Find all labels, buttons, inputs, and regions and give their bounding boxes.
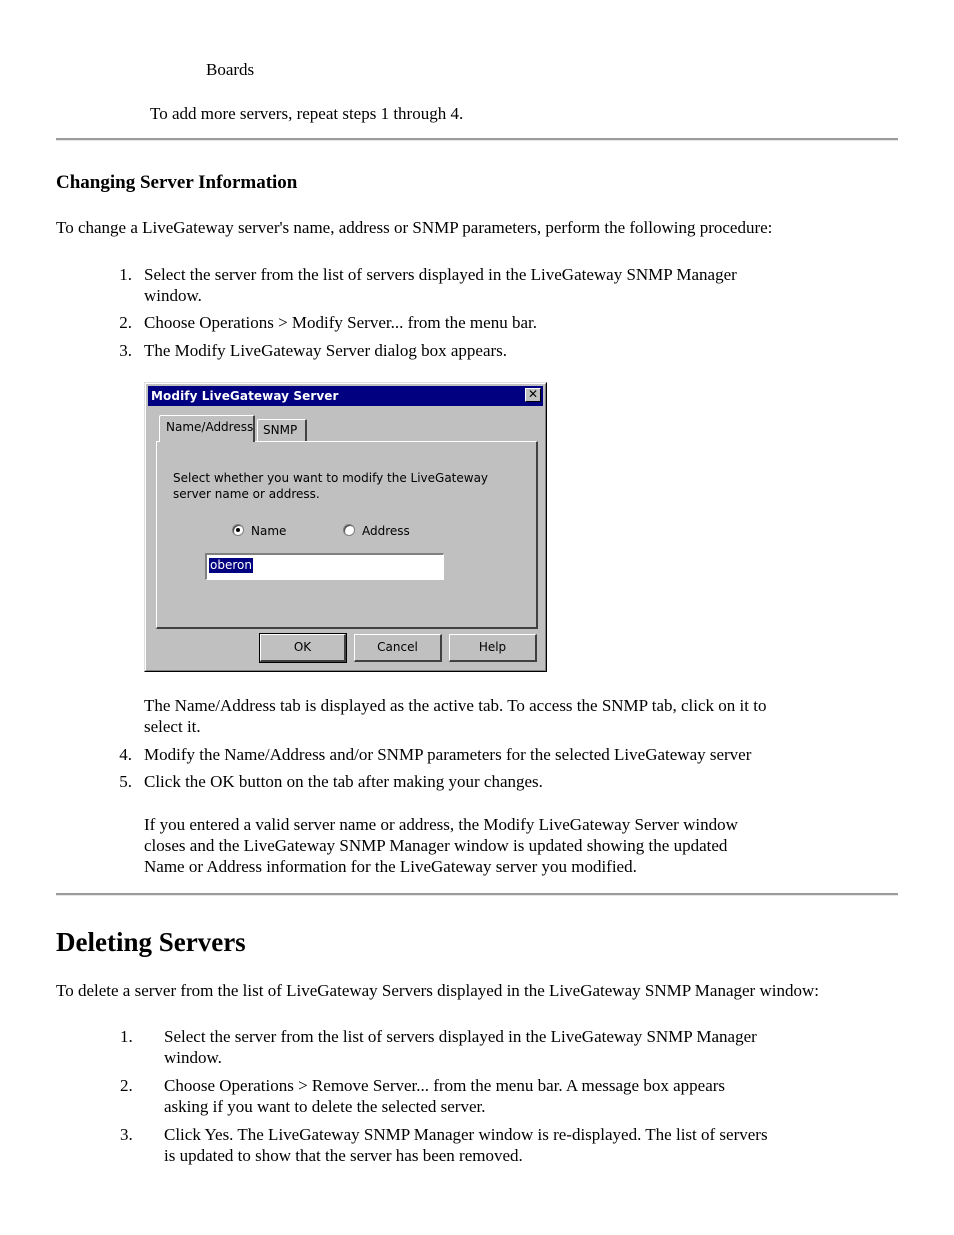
step-text: Choose Operations > Modify Server... from the menu bar. <box>144 313 537 332</box>
tab-snmp[interactable] <box>257 419 307 441</box>
step-text: is updated to show that the server has been removed. <box>164 1146 523 1165</box>
radio-name[interactable] <box>232 524 244 536</box>
radio-name-label[interactable]: Name <box>251 524 287 538</box>
section-heading-deleting: Deleting Servers <box>56 927 246 957</box>
name-input[interactable] <box>205 553 444 580</box>
step-number: 3. <box>120 1125 133 1144</box>
step-number: 2. <box>119 313 132 332</box>
close-icon[interactable]: ✕ <box>525 388 541 402</box>
radio-address-label[interactable]: Address <box>362 524 410 538</box>
step-text: window. <box>144 286 202 305</box>
step-text: Select the server from the list of servers displayed in the LiveGateway SNMP Manager <box>164 1027 757 1046</box>
closing-text: closes and the LiveGateway SNMP Manager window is updated showing the updated <box>144 836 728 855</box>
step-number: 1. <box>119 265 132 284</box>
radio-selected-dot <box>236 528 240 532</box>
step-number: 5. <box>119 772 132 791</box>
step-number: 1. <box>120 1027 133 1046</box>
boards-text: Boards <box>206 60 255 79</box>
section-heading-changing: Changing Server Information <box>56 172 298 193</box>
cancel-button[interactable]: Cancel <box>354 634 442 662</box>
radio-address[interactable] <box>343 524 355 536</box>
step-text: Select the server from the list of servers displayed in the LiveGateway SNMP Manager <box>144 265 737 284</box>
step-number: 3. <box>119 341 132 360</box>
divider <box>56 893 898 896</box>
dialog-title: Modify LiveGateway Server <box>151 389 339 403</box>
changing-intro: To change a LiveGateway server's name, address or SNMP parameters, perform the following procedure: <box>56 218 773 237</box>
tab-label: Name/Address <box>166 420 254 434</box>
help-button[interactable]: Help <box>449 634 537 662</box>
step-number: 4. <box>119 745 132 764</box>
step-text: window. <box>164 1048 222 1067</box>
divider <box>56 138 898 141</box>
repeat-steps-text: To add more servers, repeat steps 1 through 4. <box>150 104 464 123</box>
tab-label: SNMP <box>263 423 298 437</box>
closing-text: Name or Address information for the LiveGateway server you modified. <box>144 857 637 876</box>
step-number: 2. <box>120 1076 133 1095</box>
step-text: asking if you want to delete the selected server. <box>164 1097 486 1116</box>
name-input-value: oberon <box>210 558 252 572</box>
ok-button[interactable]: OK <box>260 634 346 662</box>
modify-server-dialog <box>144 382 547 672</box>
after-dialog-text: select it. <box>144 717 201 736</box>
step-text: Click the OK button on the tab after making your changes. <box>144 772 543 791</box>
deleting-intro: To delete a server from the list of LiveGateway Servers displayed in the LiveGateway SNMP Manager window: <box>56 981 819 1000</box>
dialog-titlebar <box>148 386 543 406</box>
step-text: Modify the Name/Address and/or SNMP parameters for the selected LiveGateway server <box>144 745 752 764</box>
after-dialog-text: The Name/Address tab is displayed as the active tab. To access the SNMP tab, click on it to <box>144 696 767 715</box>
dialog-prompt-line: server name or address. <box>173 487 320 501</box>
dialog-prompt-line: Select whether you want to modify the LiveGateway <box>173 471 489 485</box>
step-text: Choose Operations > Remove Server... from the menu bar. A message box appears <box>164 1076 726 1095</box>
step-text: The Modify LiveGateway Server dialog box appears. <box>144 341 508 360</box>
closing-text: If you entered a valid server name or address, the Modify LiveGateway Server window <box>144 815 738 834</box>
step-text: Click Yes. The LiveGateway SNMP Manager window is re-displayed. The list of servers <box>164 1125 768 1144</box>
tab-name-address[interactable] <box>159 415 255 442</box>
